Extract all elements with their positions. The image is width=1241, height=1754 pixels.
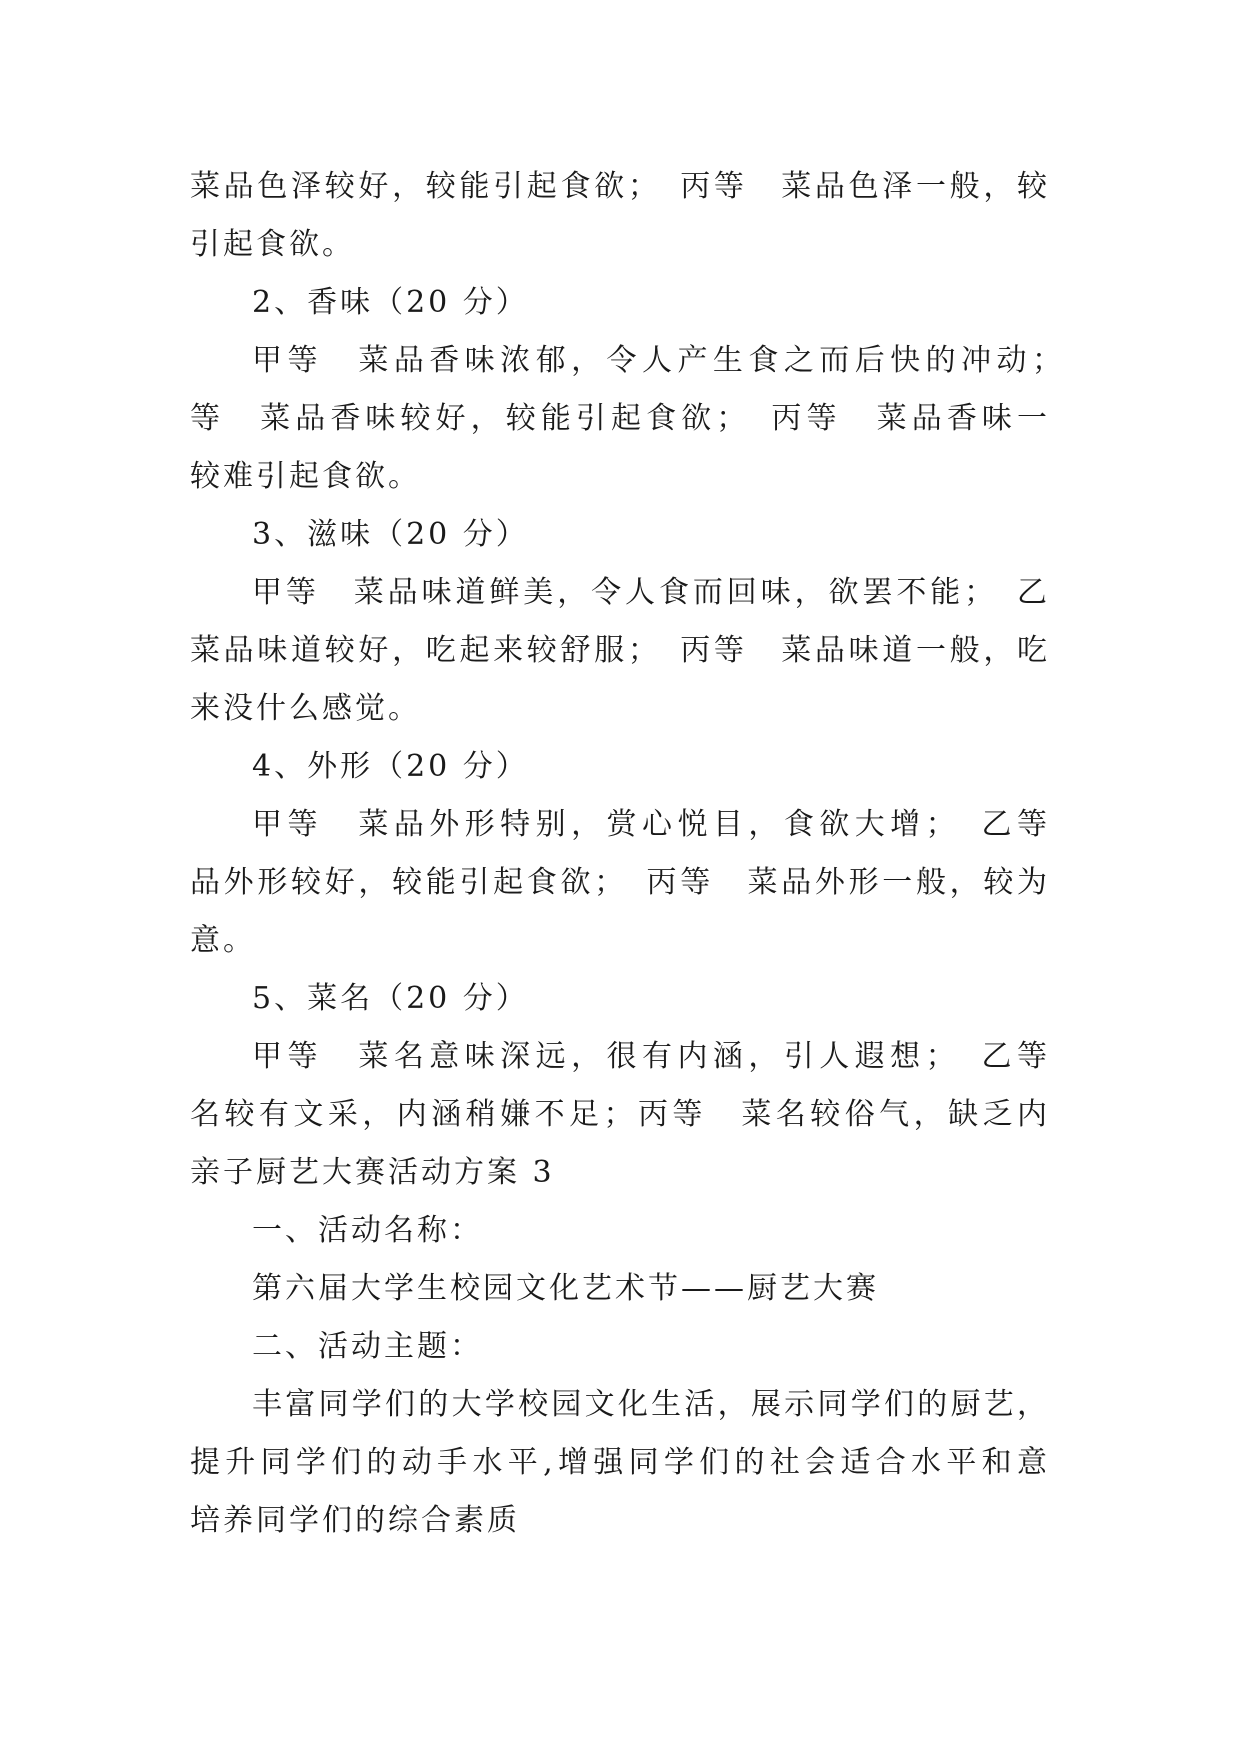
text-line: 丰富同学们的大学校园文化生活，展示同学们的厨艺， [252,1387,1050,1422]
section-heading: 3、滋味（20 分） [252,517,529,552]
text-line: 引起食欲。 [190,227,355,262]
text-line: 甲等 菜名意味深远，很有内涵，引人遐想； 乙等 [252,1039,1050,1074]
document-title: 亲子厨艺大赛活动方案 3 [190,1155,555,1190]
text-line: 意。 [190,923,256,958]
section-heading: 4、外形（20 分） [252,749,529,784]
section-heading: 2、香味（20 分） [252,285,529,320]
text-line: 培养同学们的综合素质 [190,1503,520,1538]
text-line: 品外形较好，较能引起食欲； 丙等 菜品外形一般，较为 [190,865,1050,900]
text-line: 来没什么感觉。 [190,691,421,726]
text-line: 菜品色泽较好，较能引起食欲； 丙等 菜品色泽一般，较 [190,169,1050,204]
text-line: 提升同学们的动手水平,增强同学们的社会适合水平和意 [190,1445,1050,1480]
text-line: 甲等 菜品味道鲜美，令人食而回味，欲罢不能； 乙 [252,575,1050,610]
section-heading: 一、活动名称： [252,1213,483,1248]
document-page [190,158,1050,1550]
text-line: 名较有文采，内涵稍嫌不足；丙等 菜名较俗气，缺乏内 [190,1097,1050,1132]
text-line: 甲等 菜品外形特别，赏心悦目，食欲大增； 乙等 [252,807,1050,842]
section-heading: 二、活动主题： [252,1329,483,1364]
text-line: 较难引起食欲。 [190,459,421,494]
text-line: 等 菜品香味较好，较能引起食欲； 丙等 菜品香味一 [190,401,1050,436]
section-heading: 5、菜名（20 分） [252,981,529,1016]
text-line: 甲等 菜品香味浓郁，令人产生食之而后快的冲动； [252,343,1050,378]
text-line: 菜品味道较好，吃起来较舒服； 丙等 菜品味道一般，吃 [190,633,1050,668]
text-line: 第六届大学生校园文化艺术节——厨艺大赛 [252,1271,879,1306]
